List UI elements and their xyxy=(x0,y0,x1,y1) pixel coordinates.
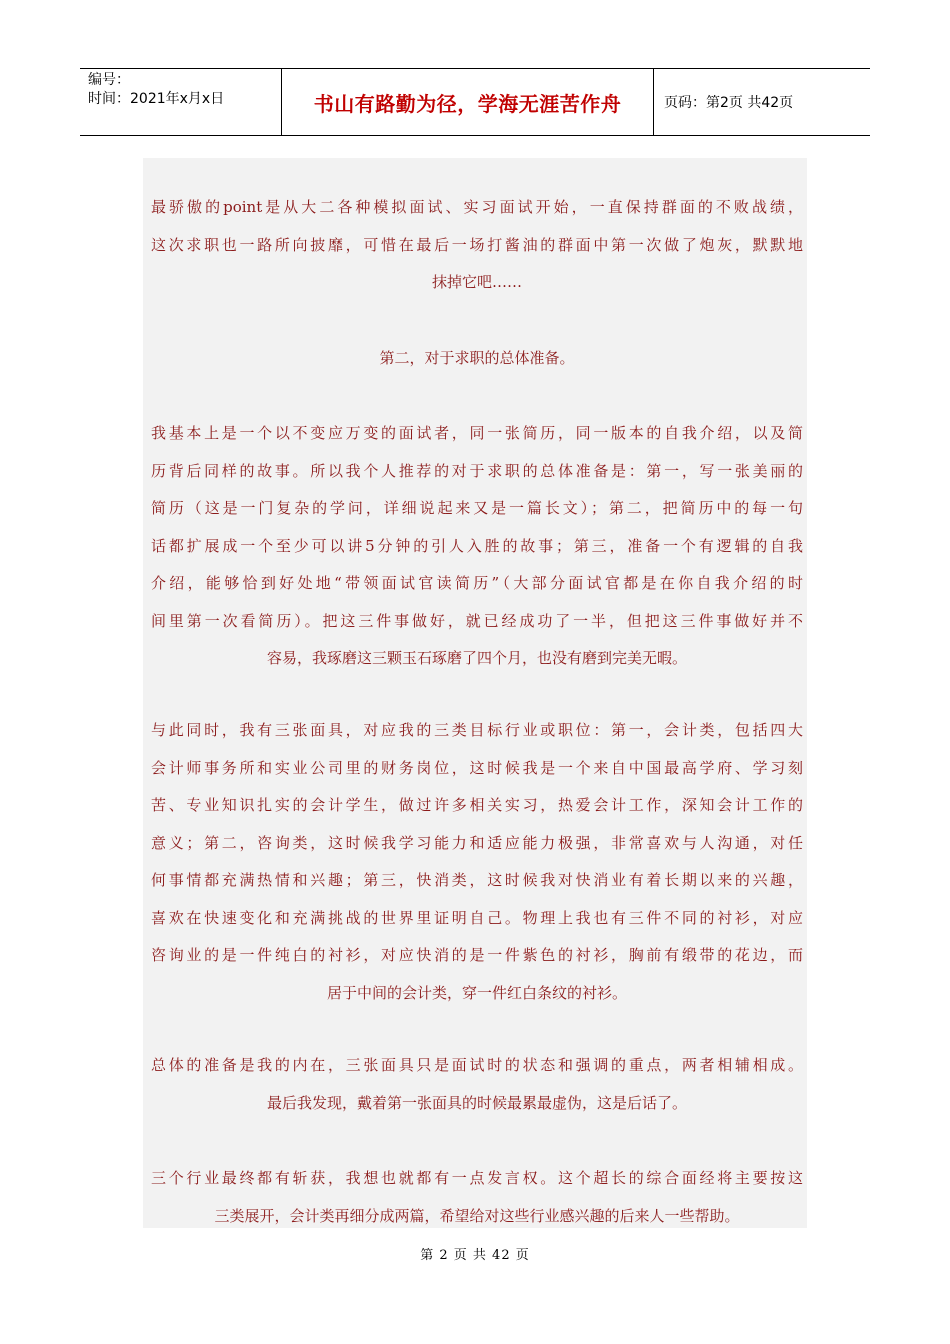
header-page-info: 页码：第2页 共42页 xyxy=(664,95,794,111)
doc-date-label: 时间：2021年x月x日 xyxy=(88,91,225,107)
paragraph-4 xyxy=(151,712,803,1012)
text-line: 三类展开，会计类再细分成两篇，希望给对这些行业感兴趣的后来人一些帮助。 xyxy=(214,1206,740,1225)
text-line: 总体的准备是我的内在，三张面具只是面试时的状态和强调的重点，两者相辅相成。 xyxy=(151,1056,803,1074)
header-motto: 书山有路勤为径，学海无涯苦作舟 xyxy=(282,69,654,135)
text-line: 容易，我琢磨这三颗玉石琢磨了四个月，也没有磨到完美无暇。 xyxy=(266,649,687,667)
text-line: 历背后同样的故事。所以我个人推荐的对于求职的总体准备是：第一，写一张美丽的 xyxy=(151,461,803,480)
text-line: 苦、专业知识扎实的会计学生，做过许多相关实习，热爱会计工作，深知会计工作的 xyxy=(151,796,803,814)
text-line: 话都扩展成一个至少可以讲5分钟的引人入胜的故事；第三，准备一个有逻辑的自我 xyxy=(151,536,803,555)
text-line: 第二，对于求职的总体准备。 xyxy=(379,349,575,367)
text-line: 我基本上是一个以不变应万变的面试者，同一张简历，同一版本的自我介绍，以及简 xyxy=(151,424,803,442)
header-meta xyxy=(80,69,282,135)
text-line: 喜欢在快速变化和充满挑战的世界里证明自己。物理上我也有三件不同的衬衫，对应 xyxy=(151,908,803,927)
text-line: 介绍，能够恰到好处地“带领面试官读简历”（大部分面试官都是在你自我介绍的时 xyxy=(151,574,803,592)
paragraph-1 xyxy=(151,189,803,302)
doc-code-label: 编号： xyxy=(88,72,130,88)
text-line: 何事情都充满热情和兴趣；第三，快消类，这时候我对快消业有着长期以来的兴趣， xyxy=(151,871,803,889)
text-line: 咨询业的是一件纯白的衬衫，对应快消的是一件紫色的衬衫，胸前有缎带的花边，而 xyxy=(151,946,803,964)
page-header xyxy=(80,68,870,136)
text-line: 与此同时，我有三张面具，对应我的三类目标行业或职位：第一，会计类，包括四大 xyxy=(151,721,803,739)
paragraph-5 xyxy=(151,1047,803,1122)
text-line: 间里第一次看简历）。把这三件事做好，就已经成功了一半，但把这三件事做好并不 xyxy=(151,611,803,630)
text-line: 最骄傲的point是从大二各种模拟面试、实习面试开始，一直保持群面的不败战绩， xyxy=(151,198,803,216)
text-line: 居于中间的会计类，穿一件红白条纹的衬衫。 xyxy=(326,983,627,1002)
page-footer: 第 2 页 共 42 页 xyxy=(420,1248,530,1263)
text-line: 这次求职也一路所向披靡，可惜在最后一场打酱油的群面中第一次做了炮灰，默默地 xyxy=(151,235,803,254)
text-line: 抹掉它吧…… xyxy=(431,273,522,291)
article-body xyxy=(143,158,807,1228)
paragraph-6 xyxy=(151,1160,803,1235)
text-line: 三个行业最终都有斩获，我想也就都有一点发言权。这个超长的综合面经将主要按这 xyxy=(151,1169,803,1187)
text-line: 意义；第二，咨询类，这时候我学习能力和适应能力极强，非常喜欢与人沟通，对任 xyxy=(151,833,803,852)
text-line: 最后我发现，戴着第一张面具的时候最累最虚伪，这是后话了。 xyxy=(266,1093,687,1112)
paragraph-3 xyxy=(151,415,803,678)
section-heading xyxy=(151,340,803,378)
text-line: 会计师事务所和实业公司里的财务岗位，这时候我是一个来自中国最高学府、学习刻 xyxy=(151,758,803,777)
text-line: 简历（这是一门复杂的学问，详细说起来又是一篇长文）；第二，把简历中的每一句 xyxy=(151,499,803,517)
